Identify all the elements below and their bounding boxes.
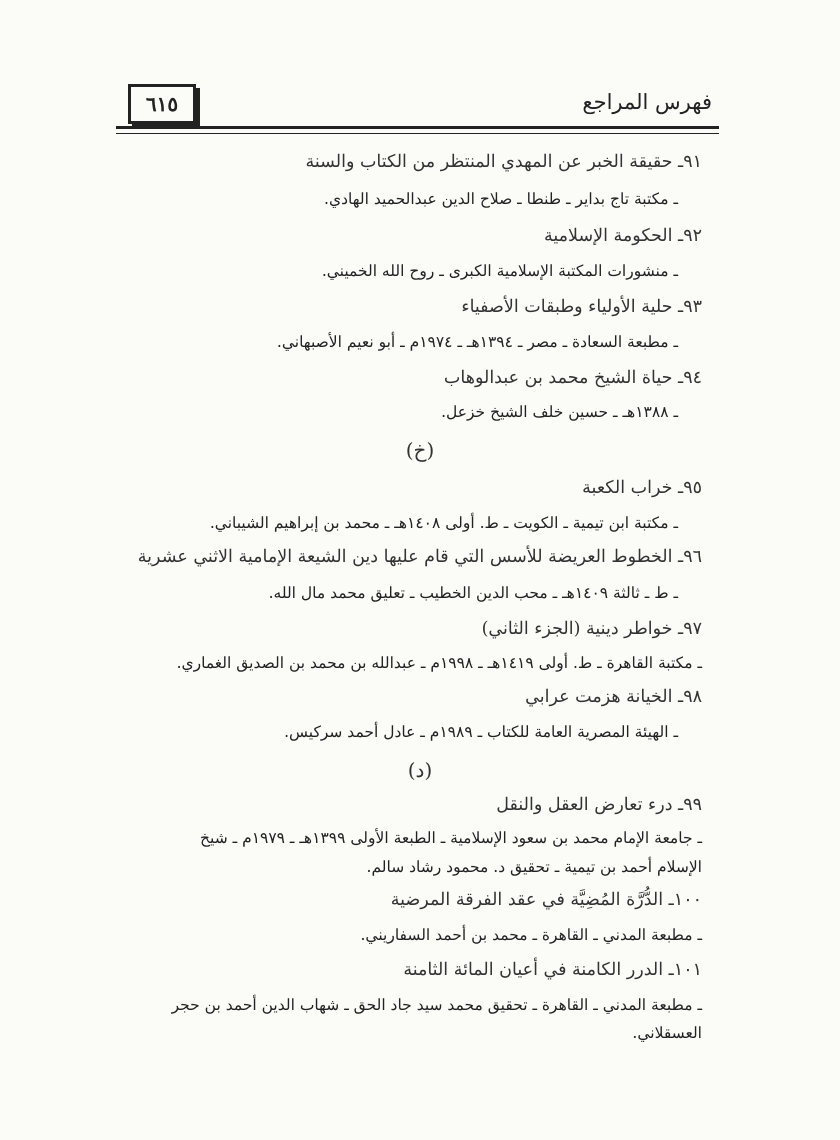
entry-95-title: ٩٥ـ خراب الكعبة [582,478,702,498]
entry-99-details-line2: الإسلام أحمد بن تيمية ـ تحقيق د. محمود رشاد سالم. [366,858,702,876]
header-title: فهرس المراجع [582,90,712,114]
entry-94-details: ـ ١٣٨٨هـ ـ حسين خلف الشيخ خزعل. [441,403,678,421]
header-rule-thick [116,126,719,129]
entry-95-details: ـ مكتبة ابن تيمية ـ الكويت ـ ط. أولى ١٤٠٨هـ ـ محمد بن إبراهيم الشيباني. [209,514,678,532]
entry-99-details-line1: ـ جامعة الإمام محمد بن سعود الإسلامية ـ الطبعة الأولى ١٣٩٩هـ ـ ١٩٧٩م ـ شيخ [200,829,702,847]
section-letter-dal: (د) [407,758,433,782]
entry-93-title: ٩٣ـ حلية الأولياء وطبقات الأصفياء [461,297,702,317]
entry-91-title: ٩١ـ حقيقة الخبر عن المهدي المنتظر من الكتاب والسنة [305,152,702,172]
entry-100-details: ـ مطبعة المدني ـ القاهرة ـ محمد بن أحمد السفاريني. [360,926,702,944]
entry-97-title: ٩٧ـ خواطر دينية (الجزء الثاني) [481,619,702,639]
page-number: ٦١٥ [128,84,196,124]
entry-98-title: ٩٨ـ الخيانة هزمت عرابي [525,687,702,707]
entry-92-title: ٩٢ـ الحكومة الإسلامية [543,226,702,246]
entry-101-title: ١٠١ـ الدرر الكامنة في أعيان المائة الثامنة [403,960,702,980]
entry-92-details: ـ منشورات المكتبة الإسلامية الكبرى ـ روح الله الخميني. [321,262,678,280]
entry-97-details: ـ مكتبة القاهرة ـ ط. أولى ١٤١٩هـ ـ ١٩٩٨م ـ عبدالله بن محمد بن الصديق الغماري. [176,654,702,672]
entry-101-details-line2: العسقلاني. [632,1024,702,1042]
entry-98-details: ـ الهيئة المصرية العامة للكتاب ـ ١٩٨٩م ـ عادل أحمد سركيس. [284,723,678,741]
entry-93-details: ـ مطبعة السعادة ـ مصر ـ ١٣٩٤هـ ـ ١٩٧٤م ـ أبو نعيم الأصبهاني. [276,333,678,351]
header-rule-thin [116,133,719,134]
entry-91-details: ـ مكتبة تاج بداير ـ طنطا ـ صلاح الدين عبدالحميد الهادي. [324,190,678,208]
entry-96-details: ـ ط ـ ثالثة ١٤٠٩هـ ـ محب الدين الخطيب ـ تعليق محمد مال الله. [268,584,678,602]
entry-101-details-line1: ـ مطبعة المدني ـ القاهرة ـ تحقيق محمد سيد جاد الحق ـ شهاب الدين أحمد بن حجر [171,996,702,1014]
entry-94-title: ٩٤ـ حياة الشيخ محمد بن عبدالوهاب [443,368,702,388]
entry-100-title: ١٠٠ـ الدُّرَّة المُضِيَّة في عقد الفرقة المرضية [390,890,702,910]
entry-99-title: ٩٩ـ درء تعارض العقل والنقل [496,795,702,815]
entry-96-title: ٩٦ـ الخطوط العريضة للأسس التي قام عليها دين الشيعة الإمامية الاثني عشرية [137,547,702,567]
section-letter-kha: (خ) [405,438,435,462]
